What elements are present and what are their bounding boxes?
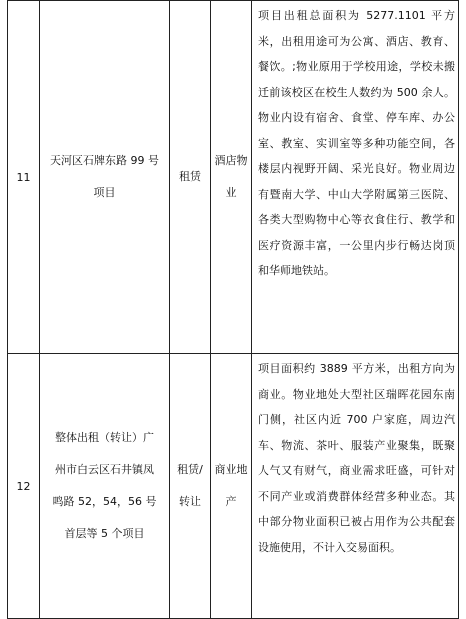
property-use bbox=[211, 1, 252, 354]
row-number: 12 bbox=[8, 354, 40, 619]
project-name-text: 天河区石牌东路 99 号项目 bbox=[50, 154, 159, 199]
property-use-text: 商业地产 bbox=[214, 463, 248, 508]
project-name-text: 整体出租（转让）广州市白云区石井镇凤鸣路 52，54，56 号首层等 5 个项目 bbox=[52, 431, 157, 540]
project-description: 项目出租总面积为 5277.1101 平方米，出租用途可为公寓、酒店、教育、餐饮。;物业原用于学校用途，学校未搬迁前该校区在校生人数约为 500 余人。物业内设有宿舍、食堂、停车库、办公室、教室、实训室等多种功能空间，各楼层内视野开阔、采光良好。物业周边有暨南大学、中山大学附属第三医院、各类大型购物中心等衣食住行、教学和医疗资源丰富，一公里内步行畅达岗顶和华师地铁站。 bbox=[252, 1, 459, 354]
property-use bbox=[211, 354, 252, 619]
transaction-type bbox=[170, 354, 211, 619]
project-name bbox=[40, 354, 170, 619]
transaction-type-text: 租赁/转让 bbox=[177, 463, 203, 508]
table-row bbox=[8, 1, 459, 354]
row-number: 11 bbox=[8, 1, 40, 354]
property-use-text: 酒店物业 bbox=[214, 154, 248, 199]
transaction-type bbox=[170, 1, 211, 354]
project-name bbox=[40, 1, 170, 354]
table-row bbox=[8, 354, 459, 619]
transaction-type-text: 租赁 bbox=[179, 170, 201, 183]
project-description: 项目面积约 3889 平方米，出租方向为商业。物业地处大型社区瑞晖花园东南门侧，社区内近 700 户家庭，周边汽车、物流、茶叶、服装产业聚集，既聚人气又有财气，商业需求旺盛，可针对不同产业或消费群体经营多种业态。其中部分物业面积已被占用作为公共配套设施使用，不计入交易面积。 bbox=[252, 354, 459, 619]
property-listing-table bbox=[7, 0, 459, 619]
